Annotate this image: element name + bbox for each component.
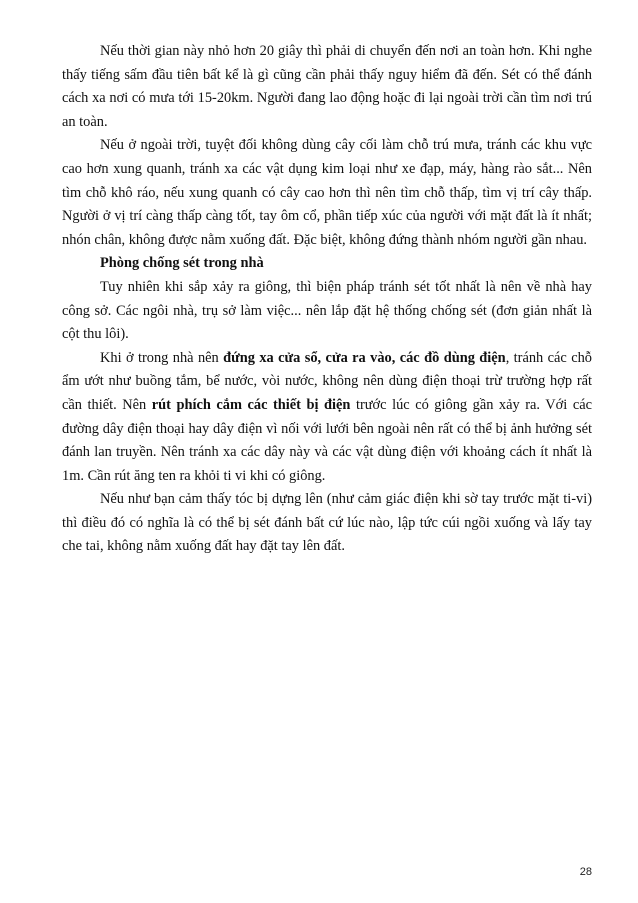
section-heading: Phòng chống sét trong nhà bbox=[100, 255, 264, 272]
paragraph-safe-distance: Nếu thời gian này nhỏ hơn 20 giây thì phải di chuyển đến nơi an toàn hơn. Khi nghe thấy tiếng sấm đầu tiên bất kể là gì cũng cần phải thấy nguy hiểm đã đến. Sét có thể đánh cách xa nơi có mưa tới 15-20km. Người đang lao động hoặc đi lại ngoài trời cần tìm nơi trú an toàn. bbox=[62, 43, 592, 130]
page-body bbox=[62, 40, 592, 559]
paragraph-hair-warning: Nếu như bạn cảm thấy tóc bị dựng lên (như cảm giác điện khi sờ tay trước mặt ti-vi) thì điều đó có nghĩa là có thể bị sét đánh bất cứ lúc nào, lập tức cúi ngồi xuống và lấy tay che tai, không nằm xuống đất hay đặt tay lên đất. bbox=[62, 491, 592, 555]
indoor-advice-text-2: , tránh các chỗ ẩm ướt như buồng tắm, bể nước, vòi nước, không nên dùng điện thoại trừ trường hợp rất cần thiết. Nên bbox=[62, 349, 592, 413]
indoor-advice-text-1: Khi ở trong nhà nên bbox=[100, 349, 224, 366]
page-number: 28 bbox=[579, 866, 592, 878]
indoor-advice-bold-1: đứng xa cửa sổ, cửa ra vào, các đồ dùng điện bbox=[223, 349, 506, 366]
indoor-advice-bold-2: rút phích cắm các thiết bị điện bbox=[151, 396, 351, 413]
paragraph-indoor-intro: Tuy nhiên khi sắp xảy ra giông, thì biện pháp tránh sét tốt nhất là nên về nhà hay công sở. Các ngôi nhà, trụ sở làm việc... nên lắp đặt hệ thống chống sét (đơn giản nhất là cột thu lôi). bbox=[62, 278, 592, 343]
paragraph-indoor-advice bbox=[62, 347, 592, 489]
paragraph-outdoor-safety: Nếu ở ngoài trời, tuyệt đối không dùng cây cối làm chỗ trú mưa, tránh các khu vực cao hơn xung quanh, tránh xa các vật dụng kim loại như xe đạp, máy, hàng rào sắt... Nên tìm chỗ khô ráo, nếu xung quanh có cây cao hơn thì nên tìm chỗ thấp, tìm vị trí cây thấp. Người ở vị trí càng thấp càng tốt, tay ôm cổ, phần tiếp xúc của người với mặt đất là ít nhất; nhón chân, không được nằm xuống đất. Đặc biệt, không đứng thành nhóm người gần nhau. bbox=[62, 137, 592, 248]
indoor-advice-text-3: trước lúc có giông gần xảy ra. Với các đường dây điện thoại hay dây điện vì nối với lưới bên ngoài nên rất có thể bị ảnh hưởng sét đánh lan truyền. Nên tránh xa các dây này và các vật dùng điện với khoảng cách ít nhất là 1m. Cần rút ăng ten ra khỏi ti vi khi có giông. bbox=[62, 396, 592, 484]
